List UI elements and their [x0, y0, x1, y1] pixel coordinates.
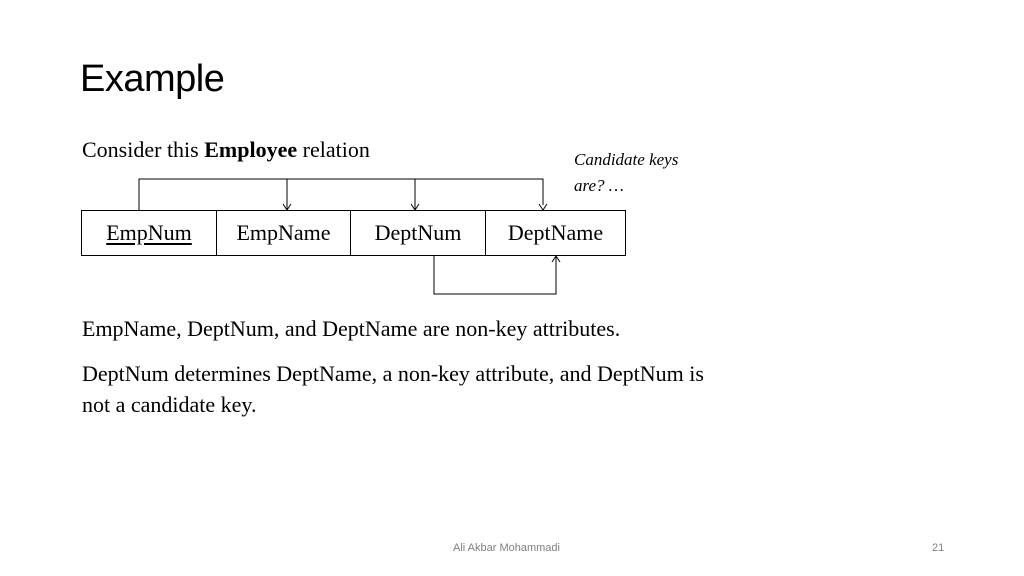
- intro-before: Consider this: [82, 137, 205, 162]
- employee-relation: [81, 210, 626, 256]
- statement-nonkey: EmpName, DeptNum, and DeptName are non-key attributes.: [82, 316, 621, 341]
- candidate-note-line1: Candidate keys: [574, 150, 679, 169]
- attribute-empname: EmpName: [216, 211, 350, 255]
- primary-key-label: EmpNum: [106, 220, 192, 245]
- page-number: 21: [932, 542, 945, 554]
- statement-transitive: DeptNum determines DeptName, a non-key attribute, and DeptNum is not a candidate key.: [82, 361, 704, 417]
- footer-author: Ali Akbar Mohammadi: [453, 542, 560, 554]
- attribute-deptnum: DeptNum: [350, 211, 485, 255]
- intro-relation-name: Employee: [204, 137, 298, 162]
- slide-title: Example: [80, 58, 225, 100]
- candidate-note-line2: are? …: [574, 176, 624, 195]
- attribute-empnum: [82, 211, 216, 255]
- fd-top-bracket: [139, 179, 543, 210]
- attribute-deptname: DeptName: [485, 211, 625, 255]
- fd-bottom-bracket: [434, 256, 556, 294]
- intro-after: relation: [297, 137, 370, 162]
